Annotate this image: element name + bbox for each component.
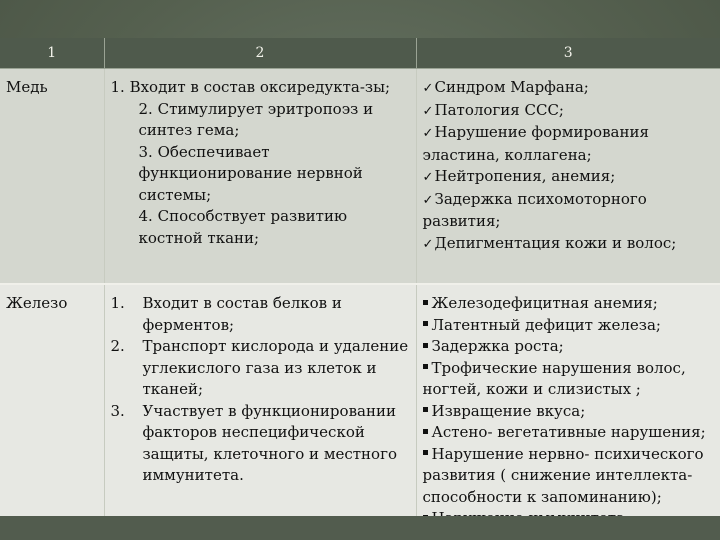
table-container [0, 38, 720, 516]
disorder-item: Нарушение нервно- психического развития ( снижение интеллекта-способности к запоминанию); [422, 444, 704, 506]
function-item: 2. Стимулирует эритропоэз и синтез гема; [138, 99, 374, 139]
square-bullet-icon [423, 407, 428, 412]
header-col-3: 3 [416, 38, 720, 69]
check-icon: ✓ [422, 81, 434, 96]
function-item: 2. Транспорт кислорода и удаление углекислого газа из клеток и тканей; [110, 337, 409, 398]
square-bullet-icon [423, 429, 428, 434]
square-bullet-icon [423, 450, 428, 455]
function-item: 1. Входит в состав белков и ферментов; [110, 294, 342, 334]
function-item: 4. Способствует развитию костной ткани; [138, 207, 347, 247]
disorder-item: ✓Нарушение формирования эластина, коллагена; [422, 123, 649, 164]
disorders-cell [416, 284, 720, 536]
disorder-item: Трофические нарушения волос, ногтей, кожи и слизистых ; [422, 358, 686, 398]
disorder-item: Железодефицитная анемия; [423, 293, 715, 315]
element-cell: Железо [0, 284, 104, 536]
slide-bottom-strip [0, 516, 720, 540]
function-item: 3. Обеспечивает функционирование нервной системы; [138, 142, 363, 204]
functions-cell [104, 69, 416, 285]
check-icon: ✓ [422, 126, 434, 141]
disorder-item: ✓Депигментация кожи и волос; [423, 233, 715, 256]
table-row-copper [0, 69, 720, 285]
disorders-cell [416, 69, 720, 285]
element-cell: Медь [0, 69, 104, 285]
disorder-item: Астено- вегетативные нарушения; [423, 422, 715, 444]
table-row-iron [0, 284, 720, 536]
square-bullet-icon [423, 300, 428, 305]
microelements-table [0, 38, 720, 536]
header-col-2: 2 [104, 38, 416, 69]
check-icon: ✓ [422, 170, 434, 185]
check-icon: ✓ [422, 192, 434, 208]
disorder-item: ✓Задержка психомоторного развития; [422, 189, 647, 230]
table-header-row [0, 38, 720, 69]
disorder-item: Извращение вкуса; [423, 401, 715, 423]
disorder-item: Латентный дефицит железа; [423, 315, 715, 337]
check-icon: ✓ [422, 103, 434, 119]
square-bullet-icon [423, 343, 428, 348]
square-bullet-icon [423, 364, 428, 369]
disorder-item: Задержка роста; [423, 336, 715, 358]
disorder-item: ✓Патология ССС; [423, 100, 715, 123]
disorders-list [423, 77, 715, 255]
functions-list [111, 293, 410, 487]
square-bullet-icon [423, 321, 428, 326]
disorders-list [423, 293, 715, 530]
check-icon: ✓ [422, 236, 434, 252]
disorder-item: ✓Нейтропения, анемия; [423, 166, 715, 189]
header-col-1: 1 [0, 38, 104, 69]
disorder-item: ✓Синдром Марфана; [423, 77, 715, 100]
function-item: 3. Участвует в функционировании факторов неспецифической защиты, клеточного и местного иммунитета. [110, 401, 397, 484]
functions-list [111, 99, 410, 250]
functions-cell [104, 284, 416, 536]
function-intro: 1. Входит в состав оксиредукта-зы; [110, 78, 391, 96]
